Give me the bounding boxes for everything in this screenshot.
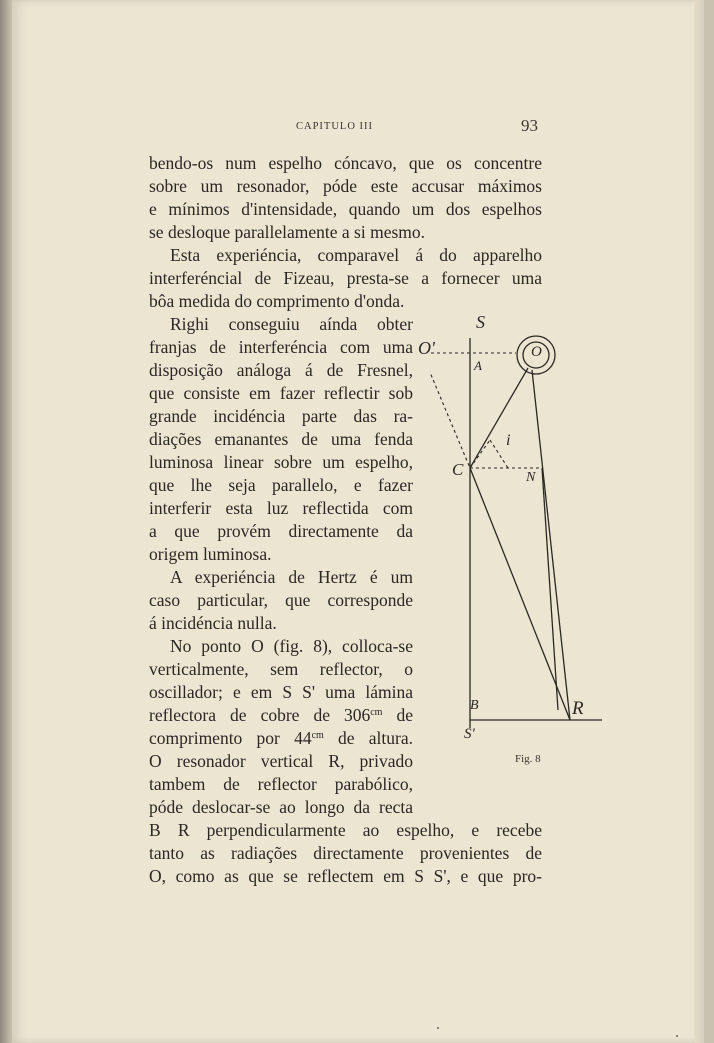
text-line: interferéncial de Fizeau, presta-se a fornecer uma <box>149 268 542 288</box>
page-number: 93 <box>521 116 538 135</box>
text-line: a que provém directamente da <box>149 521 413 541</box>
text-line: oscillador; e em S S' uma lámina <box>149 682 413 702</box>
figure-caption: Fig. 8 <box>515 753 541 765</box>
label-i: i <box>506 432 511 449</box>
dashed-o-prime-c <box>430 358 470 468</box>
text-line: O resonador vertical R, privado <box>149 751 413 771</box>
text-line: O, como as que se reflectem em S S', e que pro- <box>149 866 542 886</box>
text-line: bôa medida do comprimento d'onda. <box>149 291 405 311</box>
label-n: N <box>526 470 536 485</box>
text-line: disposição análoga á de Fresnel, <box>149 360 413 380</box>
text-line: e mínimos d'intensidade, quando um dos espelhos <box>149 199 542 219</box>
text-line: Righi conseguiu aínda obter <box>170 314 413 334</box>
text-line: comprimento por $44^{cm}$ de altura. <box>149 728 413 748</box>
text-line: A experiéncia de Hertz é um <box>170 567 413 587</box>
text-line: que lhe seja parallelo, e fazer <box>149 475 413 495</box>
label-o: O <box>531 344 542 360</box>
label-c: C <box>452 460 464 479</box>
text-line: No ponto O (fig. 8), colloca-se <box>170 636 413 656</box>
label-b: B <box>470 698 479 713</box>
text-line: caso particular, que corresponde <box>149 590 413 610</box>
label-r: R <box>572 698 584 719</box>
text-line: sobre um resonador, póde este accusar máximos <box>149 176 542 196</box>
label-o-prime: O' <box>418 338 435 358</box>
text-line: reflectora de cobre de $306^{cm}$ de <box>149 705 413 725</box>
page-edge <box>694 0 704 1043</box>
text-line: bendo-os num espelho cóncavo, que os concentre <box>149 153 542 173</box>
label-a: A <box>474 358 482 373</box>
text-line: se desloque parallelamente a si mesmo. <box>149 222 426 242</box>
text-line: póde deslocar-se ao longo da recta <box>149 797 413 817</box>
text-line: tanto as radiações directamente provenientes de <box>149 843 542 863</box>
text-line: tambem de reflector parabólico, <box>149 774 413 794</box>
text-line: diações emanantes de uma fenda <box>149 429 413 449</box>
text-line: franjas de interferéncia com uma <box>149 337 413 357</box>
paper-speck <box>676 1035 678 1037</box>
ray-incident <box>470 368 528 468</box>
text-line: que consiste em fazer reflectir sob <box>149 383 413 403</box>
text-line: grande incidéncia parte das ra- <box>149 406 413 426</box>
ray-reflected <box>470 468 570 720</box>
text-line: interferir esta luz reflectida com <box>149 498 413 518</box>
text-line: á incidéncia nulla. <box>149 613 277 633</box>
text-line: origem luminosa. <box>149 544 272 564</box>
label-s-prime: S' <box>464 726 475 742</box>
paper-speck <box>437 1027 439 1029</box>
text-line: luminosa linear sobre um espelho, <box>149 452 413 472</box>
figure-8 <box>418 300 610 780</box>
text-line: B R perpendicularmente ao espelho, e recebe <box>149 820 542 840</box>
text-line: verticalmente, sem reflector, o <box>149 659 413 679</box>
label-s: S <box>476 312 485 332</box>
running-head: CAPITULO III <box>296 121 374 132</box>
ray-direct <box>532 370 570 720</box>
text-line: Esta experiéncia, comparavel á do apparelho <box>170 245 542 265</box>
